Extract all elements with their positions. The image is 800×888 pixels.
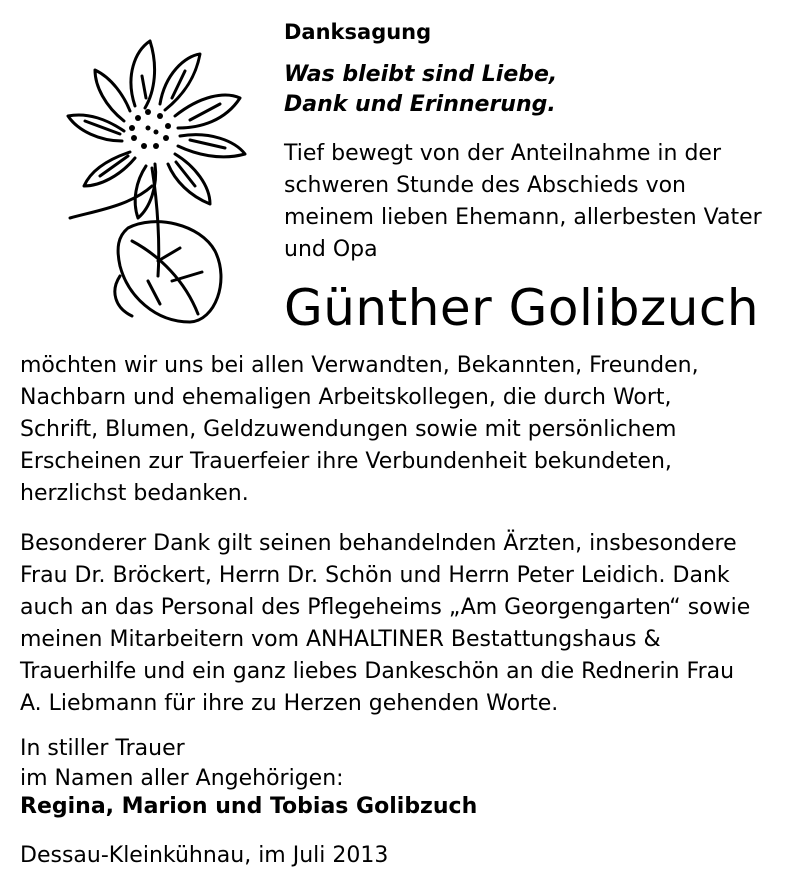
motto-line: Was bleibt sind Liebe, (284, 62, 558, 87)
body-line: Trauerhilfe und ein ganz liebes Dankeschön an die Rednerin Frau (20, 659, 735, 684)
body-line: Nachbarn und ehemaligen Arbeitskollegen, die durch Wort, (20, 385, 672, 410)
signature: Regina, Marion und Tobias Golibzuch (20, 794, 478, 819)
body-line: meinen Mitarbeitern vom ANHALTINER Bestattungshaus & (20, 627, 661, 652)
place-date: Dessau-Kleinkühnau, im Juli 2013 (20, 843, 389, 868)
intro-line: schweren Stunde des Abschieds von (284, 173, 686, 198)
body-line: Besonderer Dank gilt seinen behandelnden Ärzten, insbesondere (20, 531, 737, 556)
closing-line: In stiller Trauer (20, 736, 185, 761)
body-line: möchten wir uns bei allen Verwandten, Bekannten, Freunden, (20, 353, 699, 378)
intro-line: und Opa (284, 237, 378, 262)
body-line: Schrift, Blumen, Geldzuwendungen sowie mit persönlichem (20, 417, 677, 442)
closing-text (20, 734, 344, 794)
sunflower-icon (40, 36, 280, 326)
body-line: Frau Dr. Bröckert, Herrn Dr. Schön und Herrn Peter Leidich. Dank (20, 563, 730, 588)
intro-text (284, 138, 762, 266)
body-line: auch an das Personal des Pflegeheims „Am Georgengarten“ sowie (20, 595, 751, 620)
body-paragraph-2 (20, 528, 750, 720)
body-line: A. Liebmann für ihre zu Herzen gehenden Worte. (20, 691, 559, 716)
deceased-name: Günther Golibzuch (284, 279, 760, 337)
motto-line: Dank und Erinnerung. (284, 92, 556, 117)
closing-line: im Namen aller Angehörigen: (20, 766, 344, 791)
motto (284, 60, 557, 120)
intro-line: meinem lieben Ehemann, allerbesten Vater (284, 205, 762, 230)
body-line: Erscheinen zur Trauerfeier ihre Verbundenheit bekundeten, (20, 449, 672, 474)
body-paragraph-1 (20, 350, 699, 510)
notice-heading: Danksagung (284, 20, 432, 44)
intro-line: Tief bewegt von der Anteilnahme in der (284, 141, 722, 166)
body-line: herzlichst bedanken. (20, 481, 249, 506)
